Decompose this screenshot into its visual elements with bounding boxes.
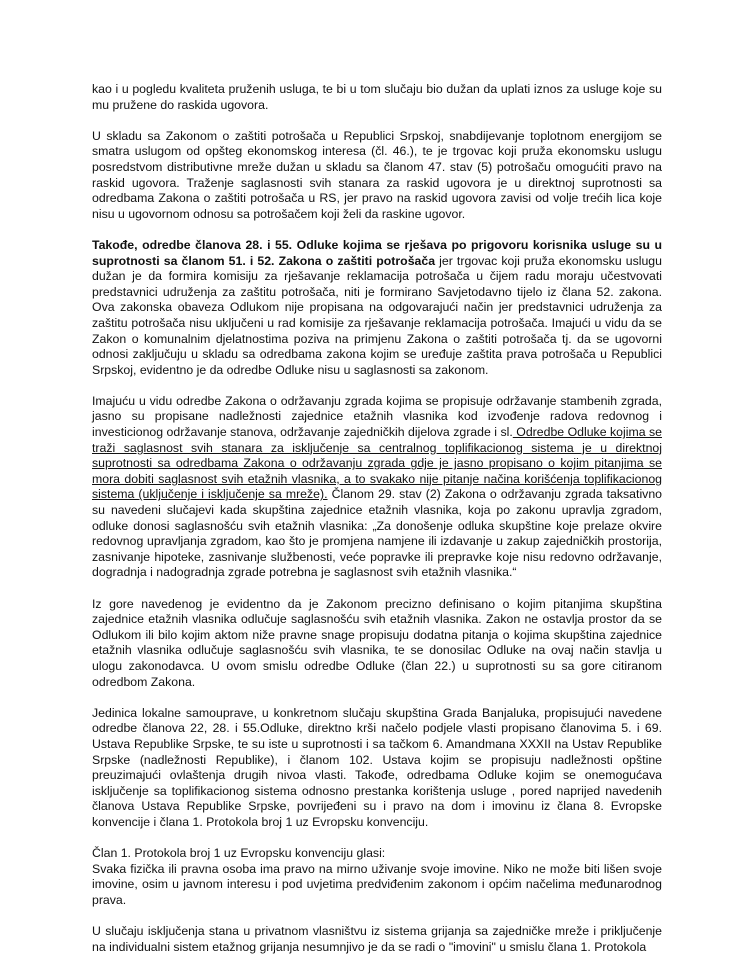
paragraph-4-end: Članom 29. stav (2) Zakona o održavanju zgrada taksativno su navedeni slučajevi kada skupština zajednice etažnih vlasnika, koja po zakonu upravlja zgradom, odluke donosi saglasnošću svih etažnih vlasnika: „Za donošenje odluka skupštine koje prelaze okvire redovnog upravljanja zgradom, kao što je promjena namjene ili izdavanje u zakup zajedničkih prostorija, zasnivanje hipoteke, zasnivanje službenosti, veće popravke ili prepravke koje nisu redovno održavanje, dogradnja i nadogradnja zgrade potrebna je saglasnost svih etažnih vlasnika.“ — [92, 487, 663, 580]
paragraph-2: U skladu sa Zakonom o zaštiti potrošača u Republici Srpskoj, snabdijevanje toplotnom energijom se smatra uslugom od opšteg ekonomskog interesa (čl. 46.), te je trgovac koji pruža ekonomsku uslugu posredstvom distributivne mreže dužan u skladu sa članom 47. stav (5) potrošaču omogućiti pravo na raskid ugovora. Traženje saglasnosti svih stanara za raskid ugovora je u direktnoj suprotnosti sa odredbama Zakona o zaštiti potrošača u RS, jer pravo na raskid ugovora zavisi od volje trećih lica koje nisu u ugovornom odnosu sa potrošačem koji želi da raskine ugovor. — [92, 128, 662, 221]
paragraph-4-underlined: Odredbe Odluke kojima se traži saglasnost svih stanara za isključenje sa centralnog toplifikacionog sistema je u direktnoj suprotnosti sa odredbama Zakona o održavanju zgrada gdje je jasno propisano o kojim pitanjima se mora dobiti saglasnost svih etažnih vlasnika, a to svakako nije pitanje načina korišćenja toplifikacionog sistema (uključenje i isključenje sa mreže). — [92, 425, 662, 502]
paragraph-3 — [92, 238, 662, 378]
paragraph-8: U slučaju isključenja stana u privatnom vlasništvu iz sistema grijanja sa zajedničke mreže i priključenje na individualni sistem etažnog grijanja nesumnjivo je da se radi o "imovini" u smislu člana 1. Protokola — [92, 924, 662, 954]
paragraph-3-bold-lead: Takođe, odredbe članova 28. i 55. Odluke kojima se rješava po prigovoru korisnika usluge su u suprotnosti sa članom 51. i 52. Zakona o zaštiti potrošača — [92, 237, 662, 268]
paragraph-4-start: Imajuću u vidu odredbe Zakona o održavanju zgrada kojima se propisuje održavanje stambenih zgrada, jasno su propisane nadležnosti zajednice etažnih vlasnika kod izvođenje radova redovnog i investicionog održavanje stanova, održavanje zajedničkih dijelova zgrade i sl. — [92, 393, 662, 440]
protocol-quote: Svaka fizička ili pravna osoba ima pravo na mirno uživanje svoje imovine. Niko ne može biti lišen svoje imovine, osim u javnom interesu i pod uvjetima predviđenim zakonom i općim načelima međunarodnog prava. — [92, 861, 662, 907]
paragraph-5: Iz gore navedenog je evidentno da je Zakonom precizno definisano o kojim pitanjima skupština zajednice etažnih vlasnika odlučuje saglasnošću svih etažnih vlasnika. Zakon ne ostavlja prostor da se Odlukom ili bilo kojim aktom niže pravne snage propisuju dodatna pitanja o kojima skupština zajednice etažnih vlasnika odlučuje saglasnošću svih vlasnika, te se donosilac Odluke na ovaj način stavlja u ulogu zakonodavca. U ovom smislu odredbe Odluke (član 22.) u suprotnosti su sa gore citiranom odredbom Zakona. — [92, 596, 662, 689]
paragraph-1: kao i u pogledu kvaliteta pruženih usluga, te bi u tom slučaju bio dužan da uplati iznos za usluge koje su mu pružene do raskida ugovora. — [92, 82, 662, 112]
paragraph-6: Jedinica lokalne samouprave, u konkretnom slučaju skupština Grada Banjaluka, propisujući navedene odredbe članova 22, 28. i 55.Odluke, direktno krši načelo podjele vlasti propisano članovima 5. i 69. Ustava Republike Srpske, te su iste u suprotnosti i sa tačkom 6. Amandmana XXXII na Ustav Republike Srpske (nadležnosti Republike), i članom 102. Ustava kojim se propisuju nadležnosti opštine preuzimajući ovlaštenja drugih nivoa vlasti. Takođe, odredbama Odluke kojim se onemogućava isključenje sa toplifikacionog sistema odnosno prestanka korištenja usluge , pored naprijed navedenih članova Ustava Republike Srpske, povrijeđeni su i pravo na dom i imovinu iz člana 8. Evropske konvencije i člana 1. Protokola broj 1 uz Evropsku konvenciju. — [92, 705, 662, 829]
protocol-heading: Član 1. Protokola broj 1 uz Evropsku konvenciju glasi: — [92, 846, 386, 861]
paragraph-3-text: jer trgovac koji pruža ekonomsku uslugu dužan je da formira komisiju za rješavanje reklamacija potrošača u čijem radu moraju učestvovati predstavnici udruženja za zaštitu potrošača, niti je formirano Savjetodavno tijelo iz člana 52. zakona. Ova zakonska obaveza Odlukom nije propisana na odgovarajući način jer predstavnici udruženja za zaštitu potrošača nisu uključeni u rad komisije za rješavanje reklamacija potrošača. Imajući u vidu da se Zakon o komunalnim djelatnostima poziva na primjenu Zakona o zaštiti potrošača tj. da se ugovorni odnosi zaključuju u skladu sa odredbama zakona kojim se uređuje zaštita prava potrošača u Republici Srpskoj, evidentno je da odredbe Odluke nisu u saglasnosti sa zakonom. — [92, 253, 662, 377]
paragraph-4 — [92, 394, 662, 581]
